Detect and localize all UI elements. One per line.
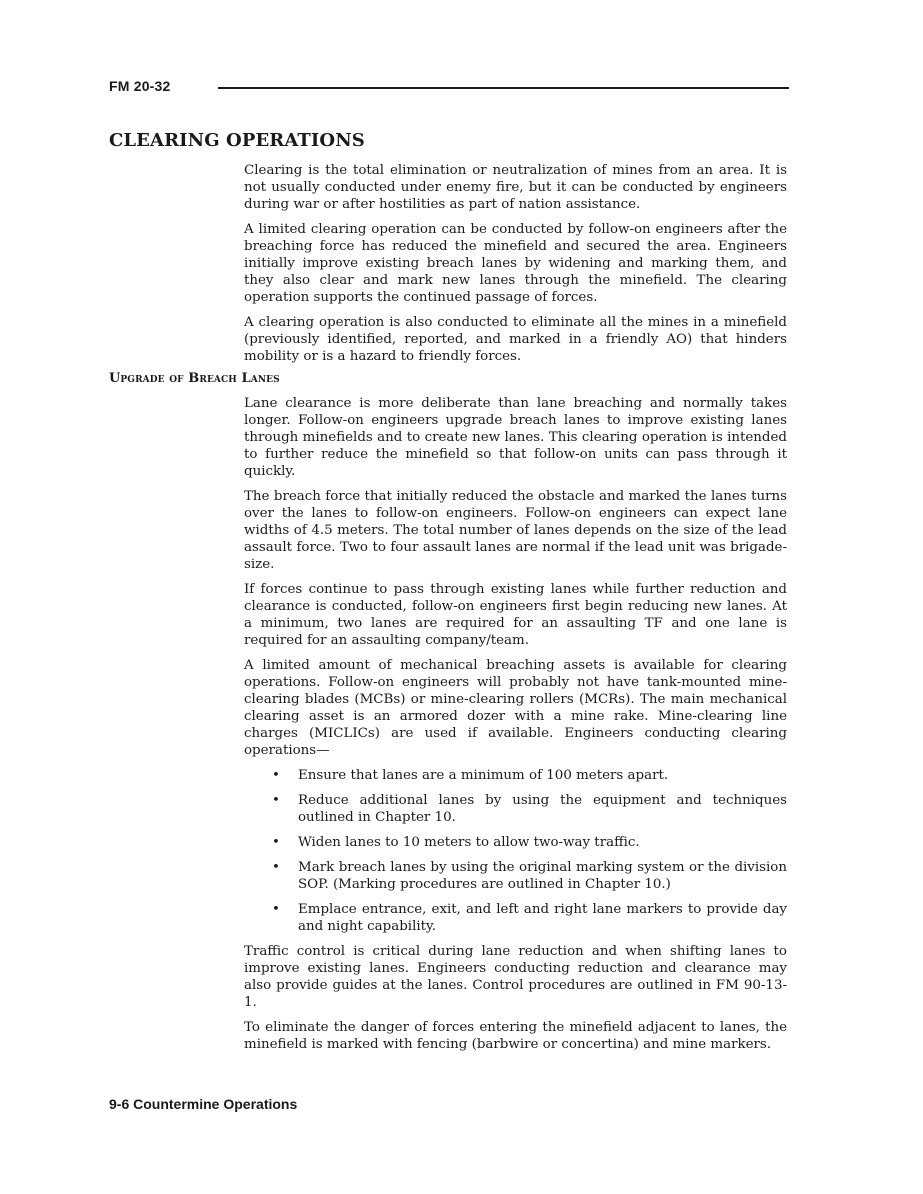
paragraph: The breach force that initially reduced the obstacle and marked the lanes turns over the lanes to follow-on engineers. Follow-on engineers can expect lane widths of 4.5 meters. The total number of lanes depends on the size of the lead assault force. Two to four assault lanes are normal if the lead unit was brigade-size.: [244, 489, 787, 572]
paragraph: Clearing is the total elimination or neutralization of mines from an area. It is not usually conducted under enemy fire, but it can be conducted by engineers during war or after hostilities as part of nation assistance.: [244, 163, 787, 212]
paragraph: Lane clearance is more deliberate than lane breaching and normally takes longer. Follow-on engineers upgrade breach lanes to improve existing lanes through minefields and to create new lanes. This clearing operation is intended to further reduce the minefield so that follow-on units can pass through it quickly.: [244, 396, 787, 479]
list-item-text: Ensure that lanes are a minimum of 100 meters apart.: [298, 768, 669, 783]
list-item-text: Mark breach lanes by using the original marking system or the division SOP. (Marking procedures are outlined in Chapter 10.): [298, 860, 787, 892]
list-item: [244, 901, 787, 935]
paragraph: A clearing operation is also conducted to eliminate all the mines in a minefield (previously identified, reported, and marked in a friendly AO) that hinders mobility or is a hazard to friendly forces.: [244, 315, 787, 364]
bullet-icon: •: [272, 860, 280, 875]
bullet-icon: •: [272, 768, 280, 783]
paragraph: To eliminate the danger of forces entering the minefield adjacent to lanes, the minefield is marked with fencing (barbwire or concertina) and mine markers.: [244, 1020, 787, 1052]
subsection-text: [244, 395, 787, 1061]
list-item: [244, 792, 787, 826]
section-title: CLEARING OPERATIONS: [109, 130, 365, 151]
bullet-icon: •: [272, 902, 280, 917]
subsection-heading: Upgrade of Breach Lanes: [109, 371, 280, 386]
page-footer: 9-6 Countermine Operations: [109, 1096, 298, 1112]
paragraph: A limited amount of mechanical breaching assets is available for clearing operations. Follow-on engineers will probably not have tank-mounted mine-clearing blades (MCBs) or mine-clearing rollers (MCRs). The main mechanical clearing asset is an armored dozer with a mine rake. Mine-clearing line charges (MICLICs) are used if available. Engineers conducting clearing operations—: [244, 658, 787, 758]
paragraph: A limited clearing operation can be conducted by follow-on engineers after the breaching force has reduced the minefield and secured the area. Engineers initially improve existing breach lanes by widening and marking them, and they also clear and mark new lanes through the minefield. The clearing operation supports the continued passage of forces.: [244, 222, 787, 305]
header-rule: [218, 87, 789, 89]
running-header: FM 20-32: [109, 78, 171, 94]
intro-text: [244, 162, 787, 373]
bullet-list: [244, 767, 787, 935]
list-item-text: Emplace entrance, exit, and left and right lane markers to provide day and night capability.: [298, 902, 787, 934]
paragraph: Traffic control is critical during lane reduction and when shifting lanes to improve existing lanes. Engineers conducting reduction and clearance may also provide guides at the lanes. Control procedures are outlined in FM 90-13-1.: [244, 944, 787, 1010]
list-item: [244, 834, 787, 851]
list-item-text: Reduce additional lanes by using the equipment and techniques outlined in Chapter 10.: [298, 793, 787, 825]
paragraph: If forces continue to pass through existing lanes while further reduction and clearance is conducted, follow-on engineers first begin reducing new lanes. At a minimum, two lanes are required for an assaulting TF and one lane is required for an assaulting company/team.: [244, 582, 787, 648]
bullet-icon: •: [272, 793, 280, 808]
list-item: [244, 859, 787, 893]
list-item-text: Widen lanes to 10 meters to allow two-way traffic.: [298, 835, 640, 850]
list-item: [244, 767, 787, 784]
bullet-icon: •: [272, 835, 280, 850]
